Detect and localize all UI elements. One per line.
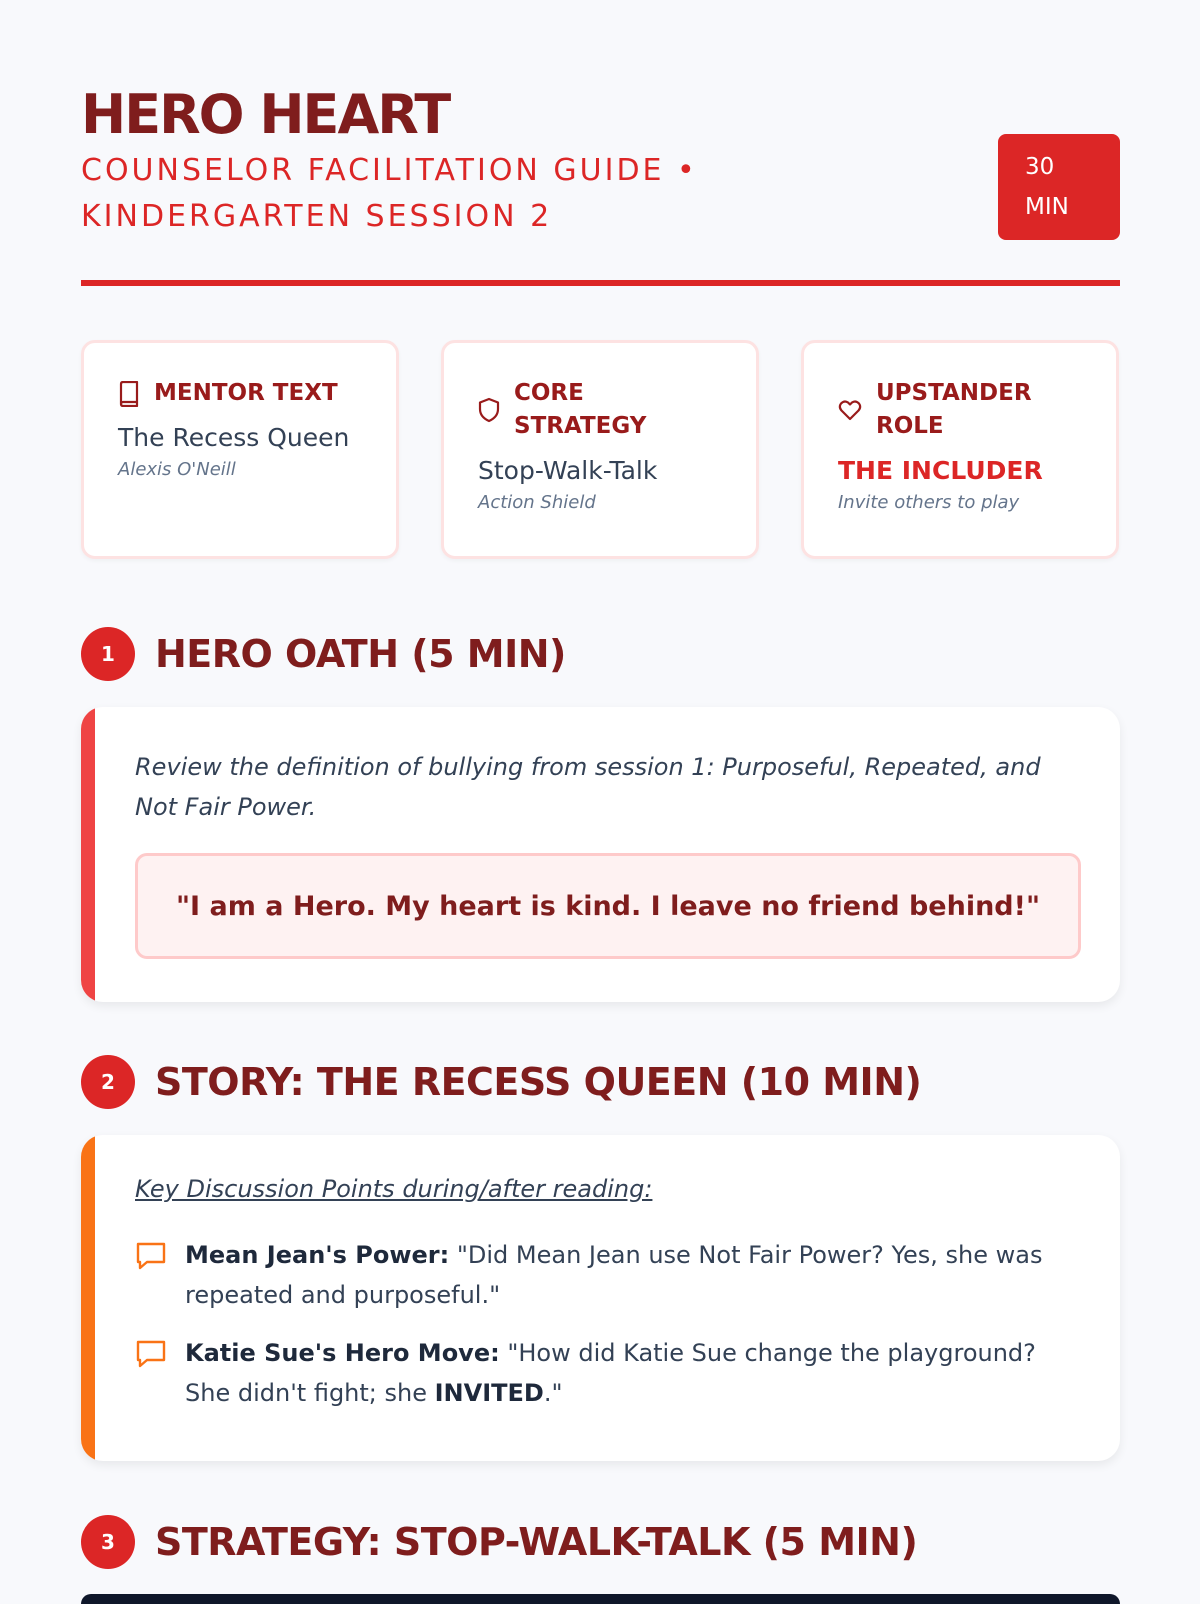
core-strategy-name: Stop-Walk-Talk (478, 456, 658, 485)
next-panel-edge (81, 1594, 1120, 1604)
point-text: "How did Katie Sue change the playground? She didn't fight; she (185, 1339, 1036, 1407)
story-panel (81, 1135, 1120, 1461)
mentor-text-card (81, 340, 399, 559)
guide-header (81, 0, 1120, 290)
duration-badge (998, 134, 1120, 240)
section-title: HERO OATH (5 MIN) (155, 632, 566, 676)
list-item (135, 1235, 1065, 1315)
card-label: CORE STRATEGY (514, 380, 647, 439)
oath-intro: Review the definition of bullying from session 1: Purposeful, Repeated, and Not Fair Power. (135, 753, 1041, 821)
header-divider (81, 280, 1120, 286)
section-number: 1 (81, 627, 135, 681)
discussion-points (135, 1235, 1065, 1431)
discussion-heading: Key Discussion Points during/after reading: (135, 1175, 653, 1203)
point-emphasis: INVITED (434, 1379, 544, 1407)
point-lead: Mean Jean's Power: (185, 1241, 450, 1269)
heart-icon (838, 399, 862, 421)
card-label: UPSTANDER ROLE (876, 380, 1032, 439)
panel-accent-bar (81, 1135, 95, 1461)
speech-bubble-icon (135, 1241, 167, 1271)
section-number: 2 (81, 1055, 135, 1109)
core-strategy-card (441, 340, 759, 559)
duration-value: 30 (1025, 154, 1055, 180)
section-2-heading (81, 1055, 921, 1109)
point-lead: Katie Sue's Hero Move: (185, 1339, 500, 1367)
upstander-role-card (801, 340, 1119, 559)
facilitation-guide (81, 0, 1120, 1564)
section-number: 3 (81, 1515, 135, 1569)
section-1-heading (81, 627, 566, 681)
panel-accent-bar (81, 707, 95, 1002)
speech-bubble-icon (135, 1339, 167, 1369)
page-subtitle: COUNSELOR FACILITATION GUIDE • KINDERGARTEN SESSION 2 (81, 153, 698, 234)
list-item (135, 1333, 1065, 1413)
section-title: STRATEGY: STOP-WALK-TALK (5 MIN) (155, 1520, 918, 1564)
section-title: STORY: THE RECESS QUEEN (10 MIN) (155, 1060, 922, 1104)
section-3-heading (81, 1515, 917, 1569)
info-cards (81, 340, 1120, 562)
shield-icon (478, 397, 500, 423)
duration-unit: MIN (1025, 194, 1069, 220)
mentor-text-author: Alexis O'Neill (118, 459, 236, 480)
point-text: "Did Mean Jean use Not Fair Power? Yes, she was repeated and purposeful." (185, 1241, 1043, 1309)
upstander-role-sub: Invite others to play (838, 492, 1020, 513)
oath-quote: "I am a Hero. My heart is kind. I leave no friend behind!" (135, 853, 1081, 959)
book-icon (118, 381, 140, 407)
core-strategy-sub: Action Shield (478, 492, 596, 513)
mentor-text-title: The Recess Queen (118, 423, 350, 452)
hero-oath-panel (81, 707, 1120, 1002)
card-label: MENTOR TEXT (154, 380, 338, 406)
page-title: HERO HEART (81, 83, 450, 146)
upstander-role-name: THE INCLUDER (838, 456, 1043, 485)
point-text-end: ." (543, 1379, 563, 1407)
